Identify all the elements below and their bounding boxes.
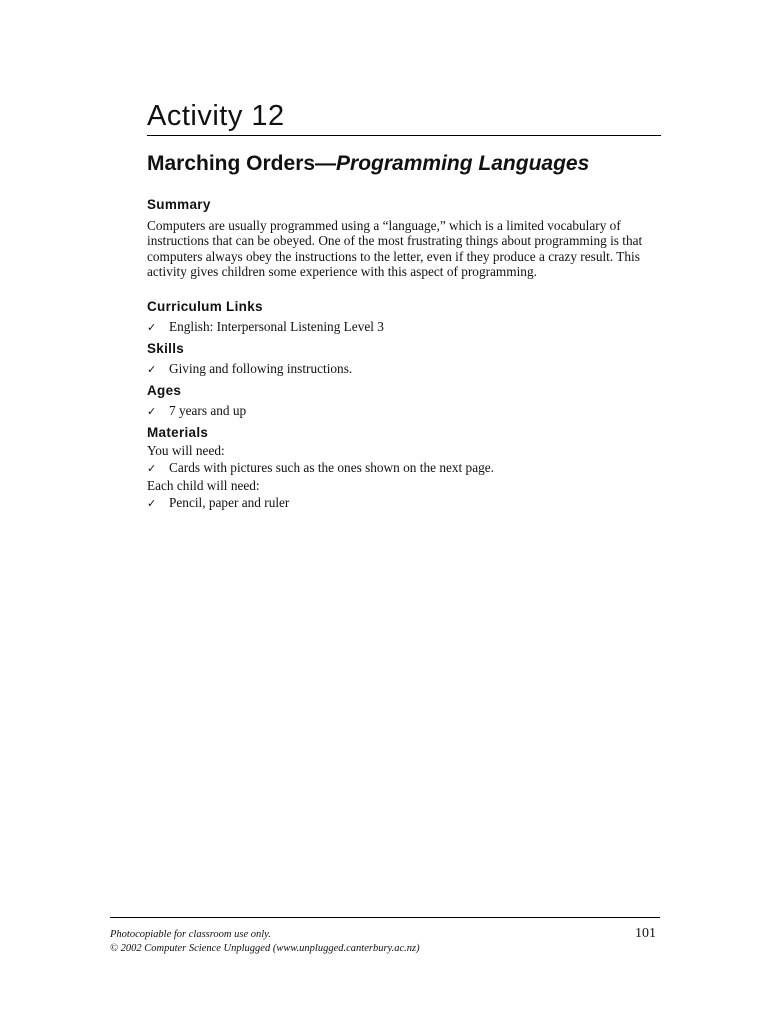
checkmark-icon: ✓ <box>147 497 157 510</box>
checkmark-icon: ✓ <box>147 405 157 418</box>
skills-item-text: Giving and following instructions. <box>169 361 353 376</box>
ages-heading: Ages <box>147 383 182 398</box>
materials-child-item-text: Pencil, paper and ruler <box>169 495 290 510</box>
curriculum-item <box>147 318 667 336</box>
curriculum-section <box>147 298 667 336</box>
ages-item-text: 7 years and up <box>169 403 247 418</box>
footer-copyright: © 2002 Computer Science Unplugged (www.unplugged.canterbury.ac.nz) <box>110 943 420 954</box>
skills-section <box>147 340 667 378</box>
checkmark-icon: ✓ <box>147 321 157 334</box>
materials-child-item <box>147 494 667 512</box>
ages-item <box>147 402 667 420</box>
skills-heading: Skills <box>147 341 185 356</box>
title-divider <box>147 135 661 136</box>
summary-heading: Summary <box>147 197 211 212</box>
materials-you-item <box>147 459 667 477</box>
footer-divider <box>110 917 660 918</box>
page-number: 101 <box>635 926 656 941</box>
materials-heading: Materials <box>147 425 209 440</box>
summary-text: Computers are usually programmed using a “language,” which is a limited vocabulary of instructions that can be obeyed. One of the most frustrating things about programming is that computers always obey the instructions to the letter, even if they produce a crazy result. This activity gives children some experience with this aspect of programming. <box>147 218 643 279</box>
checkmark-icon: ✓ <box>147 462 157 475</box>
curriculum-heading: Curriculum Links <box>147 299 263 314</box>
checkmark-icon: ✓ <box>147 363 157 376</box>
summary-section <box>147 196 667 279</box>
activity-subtitle <box>147 149 589 179</box>
you-will-need-label: You will need: <box>147 443 225 458</box>
materials-you-item-text: Cards with pictures such as the ones shown on the next page. <box>169 460 494 475</box>
materials-section <box>147 424 667 512</box>
subtitle-dash: — <box>315 152 337 175</box>
subtitle-main: Marching Orders <box>147 152 316 175</box>
footer-photocopy-note: Photocopiable for classroom use only. <box>110 929 271 940</box>
activity-title: Activity 12 <box>147 100 285 132</box>
curriculum-item-text: English: Interpersonal Listening Level 3 <box>169 319 384 334</box>
ages-section <box>147 382 667 420</box>
each-child-label: Each child will need: <box>147 478 260 493</box>
subtitle-topic: Programming Languages <box>336 152 590 175</box>
skills-item <box>147 360 667 378</box>
